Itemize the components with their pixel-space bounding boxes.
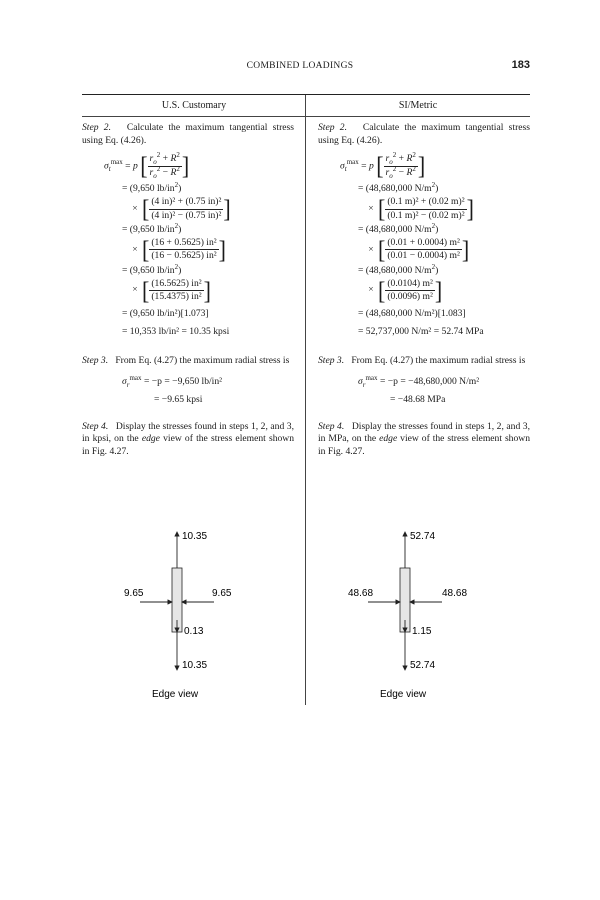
eq-pressure-3: = (48,680,000 N/m (358, 264, 432, 276)
ro-symbol: r (149, 153, 154, 165)
radial-line-2: = −9.65 kpsi (154, 394, 203, 406)
ro-r-fraction (384, 153, 418, 179)
close-paren: ) (178, 264, 182, 276)
radial-line-2: = −48.68 MPa (390, 394, 446, 406)
sup-2: 2 (431, 181, 436, 190)
eq-pressure-2: = (9,650 lb/in (122, 224, 175, 236)
fraction-2 (149, 237, 218, 263)
R-symbol: R (170, 153, 177, 165)
ro-r-fraction (148, 153, 182, 179)
top-label: 52.74 (410, 531, 436, 542)
times-sign: × (132, 284, 138, 296)
right-bracket: ] (417, 151, 426, 181)
left-bracket: [ (142, 234, 150, 264)
times-sign: × (132, 243, 138, 255)
sup-max: max (365, 373, 378, 382)
step2-text: Calculate the maximum tangential stress using Eq. (4.26). (82, 122, 294, 146)
step4-edge: edge (379, 433, 398, 445)
eq-pressure-1: = (48,680,000 N/m (358, 183, 432, 195)
ro-symbol: r (385, 166, 390, 178)
sub-o: o (153, 158, 157, 167)
right-bracket: ] (434, 275, 443, 305)
times-sign: × (368, 284, 374, 296)
close-paren: ) (178, 183, 182, 195)
step4-paragraph (82, 421, 294, 459)
sup-2: 2 (412, 151, 416, 159)
right-label: 9.65 (212, 588, 232, 599)
p-symbol: p (132, 160, 138, 172)
fraction-2-den: (16 − 0.5625) in² (151, 250, 217, 262)
sup-2: 2 (412, 164, 416, 173)
step3-text: From Eq. (4.27) the maximum radial stress is (351, 354, 526, 366)
plus-sign: + (162, 153, 169, 165)
times-sign: × (368, 243, 374, 255)
step4-paragraph (318, 421, 530, 459)
sigma-symbol: σ (358, 375, 363, 387)
minus-sign: − (162, 166, 169, 178)
left-bracket: [ (142, 194, 150, 223)
radial-line-1 (122, 373, 294, 389)
eq-pressure-2: = (48,680,000 N/m (358, 224, 432, 236)
fraction-1-den: (0.1 m)² − (0.02 m)² (387, 209, 465, 221)
right-bracket: ] (466, 194, 474, 223)
step4-edge: edge (141, 433, 160, 445)
step4-text-a: Display the stresses found in steps 1, 2, and 3, in kpsi, on the (82, 420, 294, 445)
sigma-symbol: σ (104, 160, 109, 172)
fraction-1-num: (0.1 m)² + (0.02 m)² (385, 196, 466, 210)
fraction-1 (149, 196, 223, 222)
equals-sign: = (361, 160, 367, 172)
fraction-3-den: (0.0096) m² (387, 291, 433, 303)
sup-2: 2 (156, 164, 161, 173)
equals-sign: = (125, 160, 131, 172)
sup-2: 2 (174, 262, 179, 271)
fraction-1 (385, 196, 466, 222)
fraction-3 (385, 278, 435, 304)
sup-2: 2 (176, 164, 180, 173)
eq-line-4: = (48,680,000 N/m²)[1.083] (358, 307, 466, 319)
fraction-2-den: (0.01 − 0.0004) m² (387, 250, 460, 262)
step2-title: Step 2. (318, 122, 347, 133)
left-label: 9.65 (124, 588, 144, 599)
step3-title: Step 3. (318, 354, 345, 366)
sup-2: 2 (431, 262, 436, 271)
sup-max: max (346, 158, 359, 167)
step4-text-b: view of the stress element shown in Fig. 4.27. (318, 433, 530, 457)
times-sign: × (132, 202, 138, 214)
sup-2: 2 (431, 221, 436, 230)
step4-title: Step 4. (82, 420, 109, 432)
close-paren: ) (435, 183, 439, 195)
tangential-formula (104, 153, 294, 179)
column-divider (305, 95, 306, 705)
R-symbol: R (406, 153, 413, 165)
step2-text: Calculate the maximum tangential stress using Eq. (4.26). (318, 122, 530, 146)
fraction-2 (385, 237, 462, 263)
eq-frac-3 (128, 275, 294, 305)
R-symbol: R (406, 166, 413, 178)
step2-paragraph (318, 122, 530, 147)
times-sign: × (368, 202, 374, 214)
column-si (318, 122, 530, 458)
table-top-rule (82, 94, 530, 95)
equation-block (358, 183, 530, 339)
right-label: 48.68 (442, 588, 468, 599)
R-symbol: R (170, 166, 177, 178)
step3-paragraph (318, 355, 530, 368)
step3-text: From Eq. (4.27) the maximum radial stress is (115, 354, 290, 366)
right-bracket: ] (203, 275, 211, 305)
eq-frac-1 (128, 196, 294, 222)
step2-paragraph (82, 122, 294, 147)
column-heading-us: U.S. Customary (161, 100, 227, 111)
bottom-label: 52.74 (410, 660, 436, 671)
sup-2: 2 (176, 151, 180, 159)
page-number: 183 (511, 59, 530, 71)
close-paren: ) (435, 224, 439, 236)
fraction-1-den: (4 in)² − (0.75 in)² (151, 209, 222, 221)
fraction-3 (149, 278, 203, 304)
inner-label: 1.15 (412, 626, 432, 637)
eq-frac-2 (128, 234, 294, 264)
step3-paragraph (82, 355, 294, 368)
eq-line-4: = (9,650 lb/in²)[1.073] (122, 307, 209, 319)
step3-title: Step 3. (82, 354, 109, 366)
close-paren: ) (178, 224, 182, 236)
sigma-symbol: σ (340, 160, 345, 172)
sub-o: o (389, 171, 393, 180)
diagram-caption: Edge view (152, 689, 199, 700)
close-paren: ) (435, 264, 439, 276)
bottom-label: 10.35 (182, 660, 208, 671)
left-bracket: [ (378, 234, 386, 264)
sup-2: 2 (174, 181, 179, 190)
plus-sign: + (398, 153, 405, 165)
equation-block (122, 183, 294, 339)
right-bracket: ] (223, 194, 231, 223)
edge-view-diagram-si (328, 520, 508, 710)
fraction-2-num: (16 + 0.5625) in² (149, 237, 218, 251)
sup-2: 2 (174, 221, 179, 230)
minus-sign: − (398, 166, 405, 178)
fraction-3-num: (16.5625) in² (149, 278, 203, 292)
top-label: 10.35 (182, 531, 208, 542)
ro-symbol: r (385, 153, 390, 165)
radial-value-1: = −p = −9,650 lb/in² (143, 375, 223, 387)
step4-text-a: Display the stresses found in steps 1, 2, and 3, in MPa, on the (318, 420, 530, 445)
sub-r: r (126, 380, 130, 389)
edge-view-diagram-us (100, 520, 280, 710)
left-bracket: [ (378, 194, 386, 223)
eq-frac-2 (364, 234, 530, 264)
right-bracket: ] (181, 151, 190, 181)
right-bracket: ] (218, 234, 226, 264)
sub-t: t (344, 165, 347, 174)
left-bracket: [ (140, 151, 148, 181)
sup-max: max (129, 373, 142, 382)
column-heading-si: SI/Metric (398, 100, 438, 111)
left-bracket: [ (378, 275, 386, 305)
running-header: COMBINED LOADINGS (246, 61, 354, 71)
radial-line-1 (358, 373, 530, 389)
sup-2: 2 (156, 151, 161, 159)
left-bracket: [ (376, 151, 384, 181)
table-header-rule (82, 116, 530, 117)
fraction-3-den: (15.4375) in² (151, 291, 202, 303)
ro-symbol: r (149, 166, 154, 178)
eq-pressure-1: = (9,650 lb/in (122, 183, 175, 195)
fraction-3-num: (0.0104) m² (385, 278, 435, 292)
sigma-symbol: σ (122, 375, 127, 387)
step4-text-b: view of the stress element shown in Fig. 4.27. (82, 433, 295, 457)
left-bracket: [ (142, 275, 150, 305)
diagram-caption: Edge view (380, 689, 427, 700)
fraction-1-num: (4 in)² + (0.75 in)² (149, 196, 223, 210)
tangential-formula (340, 153, 530, 179)
right-bracket: ] (461, 234, 470, 264)
radial-value-1: = −p = −48,680,000 N/m² (379, 375, 480, 387)
eq-pressure-3: = (9,650 lb/in (122, 264, 175, 276)
sup-2: 2 (392, 151, 397, 159)
eq-result: = 10,353 lb/in² = 10.35 kpsi (122, 326, 230, 338)
sub-t: t (108, 165, 111, 174)
column-us (82, 122, 294, 458)
inner-label: 0.13 (184, 626, 204, 637)
sub-o: o (153, 171, 157, 180)
eq-frac-1 (364, 196, 530, 222)
sup-2: 2 (392, 164, 397, 173)
sub-o: o (389, 158, 393, 167)
sup-max: max (110, 158, 123, 167)
step2-title: Step 2. (82, 122, 111, 133)
eq-result: = 52,737,000 N/m² = 52.74 MPa (358, 326, 484, 338)
step4-title: Step 4. (318, 420, 345, 432)
left-label: 48.68 (348, 588, 374, 599)
p-symbol: p (368, 160, 374, 172)
fraction-2-num: (0.01 + 0.0004) m² (385, 237, 462, 251)
eq-frac-3 (364, 275, 530, 305)
sub-r: r (362, 380, 366, 389)
